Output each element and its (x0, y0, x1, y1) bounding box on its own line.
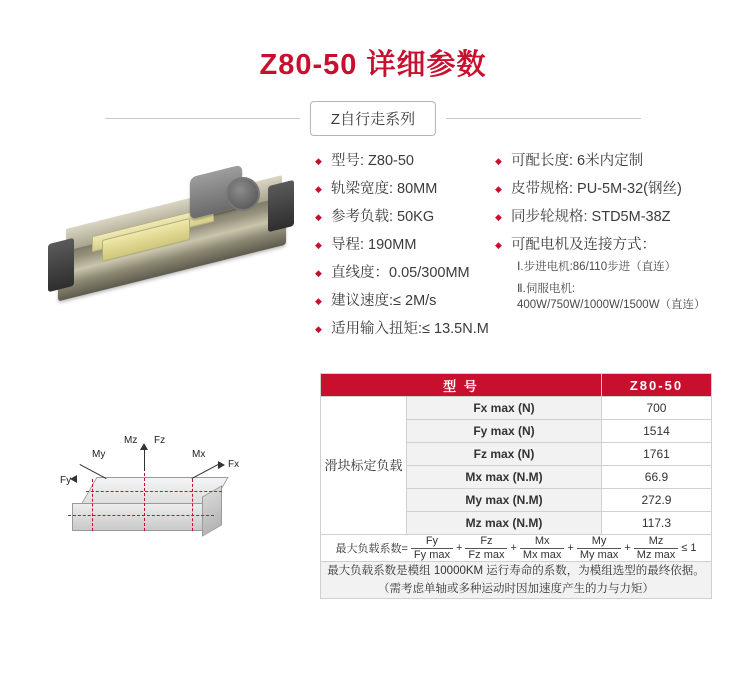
formula-plus: + (624, 542, 631, 555)
table-header-value: Z80-50 (601, 374, 711, 397)
formula-term-mz (634, 535, 679, 561)
spec-item-reference-load: ◆ 参考负载: 50KG (315, 203, 495, 231)
formula-label: 最大负载系数= (335, 543, 408, 556)
formula-term-num: My (591, 535, 607, 547)
table-cell-value: 66.9 (601, 466, 711, 489)
motor-note-servo-title: Ⅱ.伺服电机: (517, 283, 576, 295)
table-cell-value: 1514 (601, 420, 711, 443)
motor-note-servo-values: 400W/750W/1000W/1500W（直连） (517, 299, 706, 311)
formula-term-my (577, 535, 622, 561)
divider-left (105, 118, 300, 119)
formula-row (321, 535, 712, 562)
label-my: My (92, 449, 106, 460)
fz-arrow-line (144, 449, 145, 471)
formula-plus: + (567, 542, 574, 555)
page-title: Z80-50 详细参数 (259, 49, 487, 81)
load-table-wrapper (320, 373, 712, 599)
table-note-row (321, 562, 712, 599)
dashed-axis-vertical-left (92, 479, 93, 531)
label-fx: Fx (228, 459, 240, 470)
page-header (0, 0, 746, 135)
table-header-model: 型 号 (321, 374, 602, 397)
label-fz: Fz (154, 435, 166, 446)
load-section (0, 373, 746, 663)
formula-term-num: Fz (480, 535, 493, 547)
table-header-row (321, 374, 712, 397)
dashed-axis-vertical-right (192, 479, 193, 531)
end-cap-right-shape (268, 180, 294, 232)
table-note: 最大负载系数是模组 10000KM 运行寿命的系数，为模组选型的最终依据。（需考虑单轴或多种运动时因加速度产生的力与力矩） (321, 562, 712, 599)
formula-plus: + (455, 542, 463, 555)
spec-item-motor-options: ◆ 可配电机及连接方式： (495, 231, 733, 259)
formula-term-den: My max (577, 548, 622, 562)
table-cell-param: Fz max (N) (407, 443, 602, 466)
formula-term-den: Mz max (634, 548, 679, 562)
series-badge: Z自行走系列 (310, 101, 436, 136)
fy-arrow-line (80, 464, 107, 479)
formula-tail: ≤ 1 (681, 542, 697, 555)
table-row (321, 397, 712, 420)
fz-arrowhead (140, 443, 148, 450)
formula-term-fy (411, 535, 453, 561)
label-fy: Fy (60, 475, 72, 486)
spec-item-pulley: ◆ 同步轮规格: STD5M-38Z (495, 203, 733, 231)
table-cell-param: Fy max (N) (407, 420, 602, 443)
product-illustration (40, 155, 305, 355)
formula-term-den: Fz max (465, 548, 507, 562)
table-cell-param: Mz max (N.M) (407, 512, 602, 535)
fx-arrowhead (218, 461, 225, 469)
formula-term-mx (520, 535, 565, 561)
formula-term-num: Fy (425, 535, 439, 547)
formula-term-den: Fy max (411, 548, 453, 562)
dashed-axis-diagonal (86, 491, 223, 492)
formula-cell (321, 535, 712, 562)
table-row-group-label: 滑块标定负载 (321, 397, 407, 535)
table-cell-param: My max (N.M) (407, 489, 602, 512)
label-mz: Mz (124, 435, 138, 446)
label-mx: Mx (192, 449, 206, 460)
motor-face-shape (226, 177, 260, 211)
specification-section (0, 147, 746, 367)
table-cell-param: Fx max (N) (407, 397, 602, 420)
motor-note-stepper: Ⅰ.步进电机:86/110步进（直连） (517, 261, 677, 273)
spec-item-rail-width: ◆ 轨梁宽度: 80MM (315, 175, 495, 203)
load-rating-table (320, 373, 712, 599)
table-cell-value: 117.3 (601, 512, 711, 535)
spec-item-belt: ◆ 皮带规格: PU-5M-32(钢丝) (495, 175, 733, 203)
formula-term-fz (465, 535, 507, 561)
spec-item-speed: ◆ 建议速度:≤ 2M/s (315, 287, 495, 315)
spec-item-straightness: ◆ 直线度：0.05/300MM (315, 259, 495, 287)
spec-column-right (495, 147, 733, 313)
spec-column-left (315, 147, 495, 343)
subtitle-row (0, 101, 746, 135)
spec-item-lead: ◆ 导程: 190MM (315, 231, 495, 259)
formula-term-num: Mz (648, 535, 664, 547)
table-cell-param: Mx max (N.M) (407, 466, 602, 489)
formula-term-den: Mx max (520, 548, 565, 562)
table-cell-value: 1761 (601, 443, 711, 466)
spec-item-torque: ◆ 适用输入扭矩:≤ 13.5N.M (315, 315, 495, 343)
table-cell-value: 272.9 (601, 489, 711, 512)
table-cell-value: 700 (601, 397, 711, 420)
formula-plus: + (510, 542, 517, 555)
load-coefficient-formula (335, 535, 696, 561)
load-direction-diagram (52, 435, 302, 555)
spec-item-model: ◆ 型号: Z80-50 (315, 147, 495, 175)
spec-item-length: ◆ 可配长度: 6米内定制 (495, 147, 733, 175)
divider-right (446, 118, 641, 119)
formula-term-num: Mx (534, 535, 550, 547)
end-cap-left-shape (48, 238, 74, 292)
